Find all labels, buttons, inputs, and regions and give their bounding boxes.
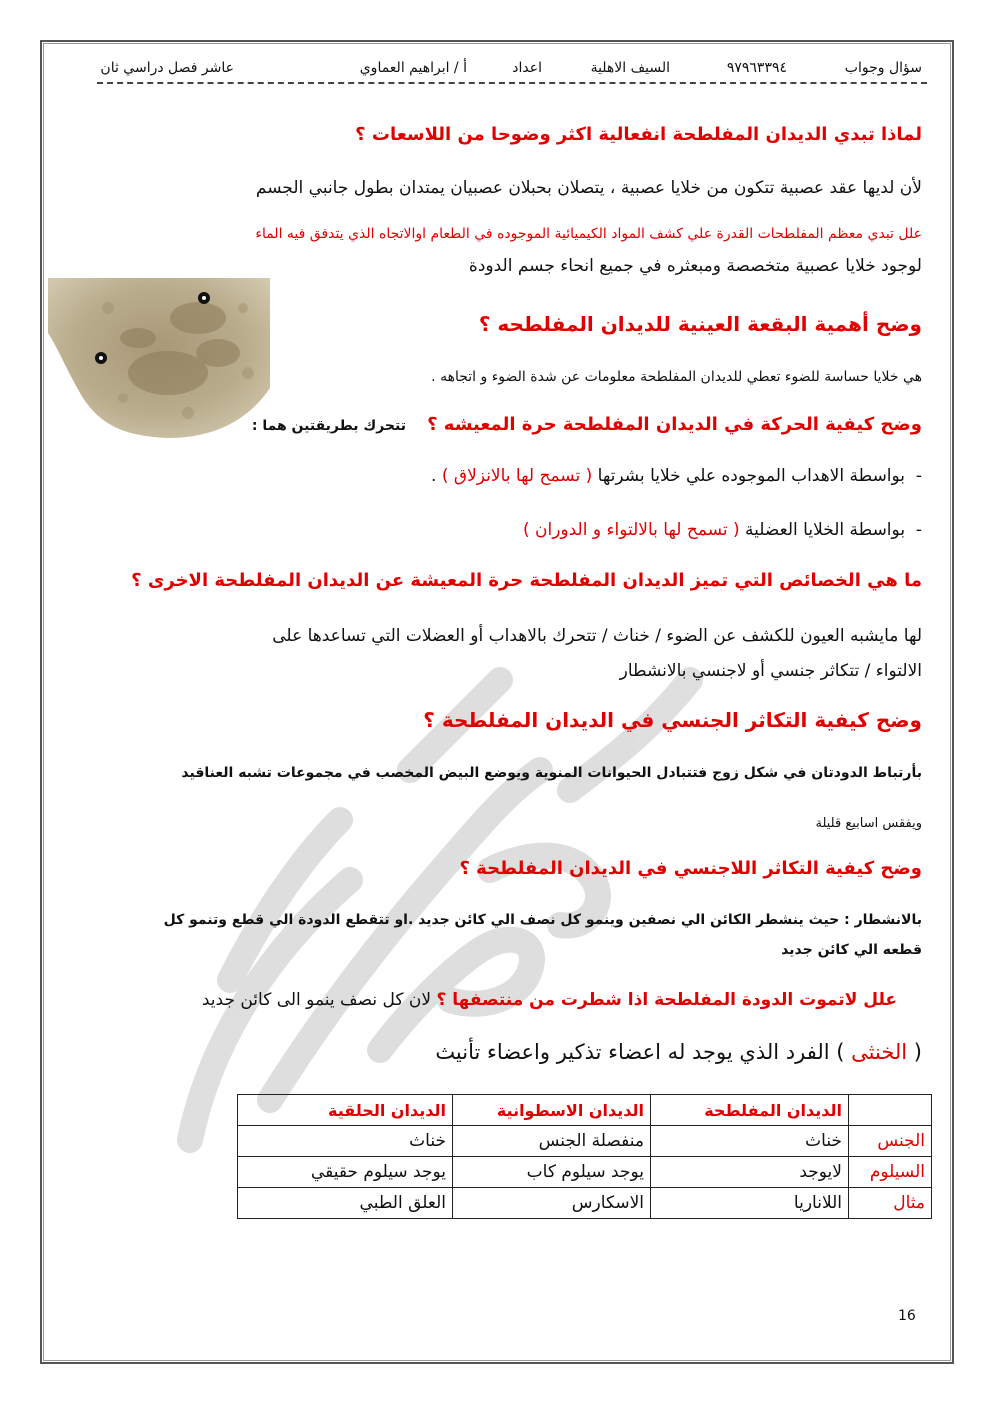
table-header-row xyxy=(238,1095,932,1126)
bullet-cilia xyxy=(431,466,922,486)
table-header-corner xyxy=(849,1095,932,1126)
table-row xyxy=(238,1188,932,1219)
header-school: السيف الاهلية xyxy=(590,60,670,76)
bullet-cilia-text: بواسطة الاهداب الموجوده علي خلايا بشرتها xyxy=(597,466,906,486)
table-header-flatworms: الديدان المفلطحة xyxy=(651,1095,849,1126)
q8-line xyxy=(202,990,897,1010)
table-row-label: الجنس xyxy=(849,1126,932,1157)
answer-2: لوجود خلايا عصبية متخصصة ومبعثره في جميع انحاء جسم الدودة xyxy=(468,256,922,276)
answer-1: لأن لديها عقد عصبية تتكون من خلايا عصبية ، يتصلان بحبلان عصبيان يمتدان بطول جانبي الجسم xyxy=(255,178,922,198)
table-cell: لايوجد xyxy=(651,1157,849,1188)
table-cell: خناث xyxy=(651,1126,849,1157)
table-row-label: السيلوم xyxy=(849,1157,932,1188)
bullet-muscle xyxy=(523,520,922,540)
table-row xyxy=(238,1126,932,1157)
question-2: علل تبدي معظم المفلطحات القدرة علي كشف المواد الكيميائية الموجوده في الطعام اوالاتجاه الذي يتدفق فيه الماء xyxy=(255,226,922,242)
header-grade: عاشر فصل دراسي ثان xyxy=(100,60,234,76)
bullet-dash: - xyxy=(905,520,922,540)
bullet-dash: - xyxy=(905,466,922,486)
question-1: لماذا تبدي الديدان المفلطحة انفعالية اكثر وضوحا من اللاسعات ؟ xyxy=(355,124,922,145)
planarian-image xyxy=(48,278,270,440)
table-header-roundworms: الديدان الاسطوانية xyxy=(453,1095,651,1126)
answer-6-line-1: بأرتباط الدودتان في شكل زوج فتتبادل الحيوانات المنوية ويوضع البيض المخصب في مجموعات تشبه العناقيد xyxy=(181,765,922,781)
answer-6-line-2: ويفقس اسابيع قليلة xyxy=(815,816,922,831)
question-5: ما هي الخصائص التي تميز الديدان المفلطحة حرة المعيشة عن الديدان المفلطحة الاخرى ؟ xyxy=(131,570,922,591)
header-author: أ / ابراهيم العماوي xyxy=(359,60,467,76)
bullet-muscle-text: بواسطة الخلايا العضلية xyxy=(745,520,906,540)
answer-7-line-2: قطعه الي كائن جديد xyxy=(781,942,922,958)
worm-comparison-table xyxy=(237,1094,932,1219)
answer-3: هي خلايا حساسة للضوء تعطي للديدان المفلطحة معلومات عن شدة الضوء و اتجاهه . xyxy=(431,369,922,385)
definition-term: الخنثى xyxy=(851,1040,908,1064)
header-title: سؤال وجواب xyxy=(844,60,922,76)
answer-5-line-2: الالتواء / تتكاثر جنسي أو لاجنسي بالانشطار xyxy=(619,661,922,681)
question-3: وضح أهمية البقعة العينية للديدان المفلطحه ؟ xyxy=(478,312,922,336)
definition-close-paren: ) xyxy=(836,1040,845,1064)
bullet-cilia-note: ( تسمح لها بالانزلاق ) xyxy=(441,466,593,486)
table-cell: يوجد سيلوم كاب xyxy=(453,1157,651,1188)
question-4: وضح كيفية الحركة في الديدان المفلطحة حرة المعيشه ؟ xyxy=(427,414,922,435)
definition-hermaphrodite xyxy=(435,1040,922,1064)
question-6: وضح كيفية التكاثر الجنسي في الديدان المفلطحة ؟ xyxy=(423,708,922,732)
bullet-muscle-note: ( تسمح لها بالالتواء و الدوران ) xyxy=(522,520,740,540)
table-header-segmented: الديدان الحلقية xyxy=(238,1095,453,1126)
movement-note: تتحرك بطريقتين هما : xyxy=(251,418,406,434)
bullet-cilia-end: . xyxy=(431,466,437,486)
answer-8: لان كل نصف ينمو الى كائن جديد xyxy=(201,990,432,1010)
table-row-label: مثال xyxy=(849,1188,932,1219)
table-cell: خناث xyxy=(238,1126,453,1157)
table-cell: الاسكارس xyxy=(453,1188,651,1219)
question-7: وضح كيفية التكاثر اللاجنسي في الديدان المفلطحة ؟ xyxy=(459,858,922,879)
definition-text: الفرد الذي يوجد له اعضاء تذكير واعضاء تأنيث xyxy=(435,1040,830,1064)
header-phone: ٩٧٩٦٣٣٩٤ xyxy=(726,60,787,76)
table-cell: اللاناريا xyxy=(651,1188,849,1219)
table-cell: يوجد سيلوم حقيقي xyxy=(238,1157,453,1188)
page-number: 16 xyxy=(898,1308,916,1324)
table-row xyxy=(238,1157,932,1188)
header-prepared: اعداد xyxy=(512,60,542,76)
table-cell: العلق الطبي xyxy=(238,1188,453,1219)
answer-7-line-1: بالانشطار : حيث ينشطر الكائن الي نصفين وينمو كل نصف الي كائن جديد .او تتقطع الدودة الي قطع وتنمو كل xyxy=(163,912,922,928)
table-cell: منفصلة الجنس xyxy=(453,1126,651,1157)
definition-open-paren: ( xyxy=(913,1040,922,1064)
header-divider xyxy=(97,82,927,84)
answer-5-line-1: لها مايشبه العيون للكشف عن الضوء / خناث / تتحرك بالاهداب أو العضلات التي تساعدها على xyxy=(272,626,922,646)
question-8: علل لاتموت الدودة المفلطحة اذا شطرت من منتصفها ؟ xyxy=(436,990,897,1010)
